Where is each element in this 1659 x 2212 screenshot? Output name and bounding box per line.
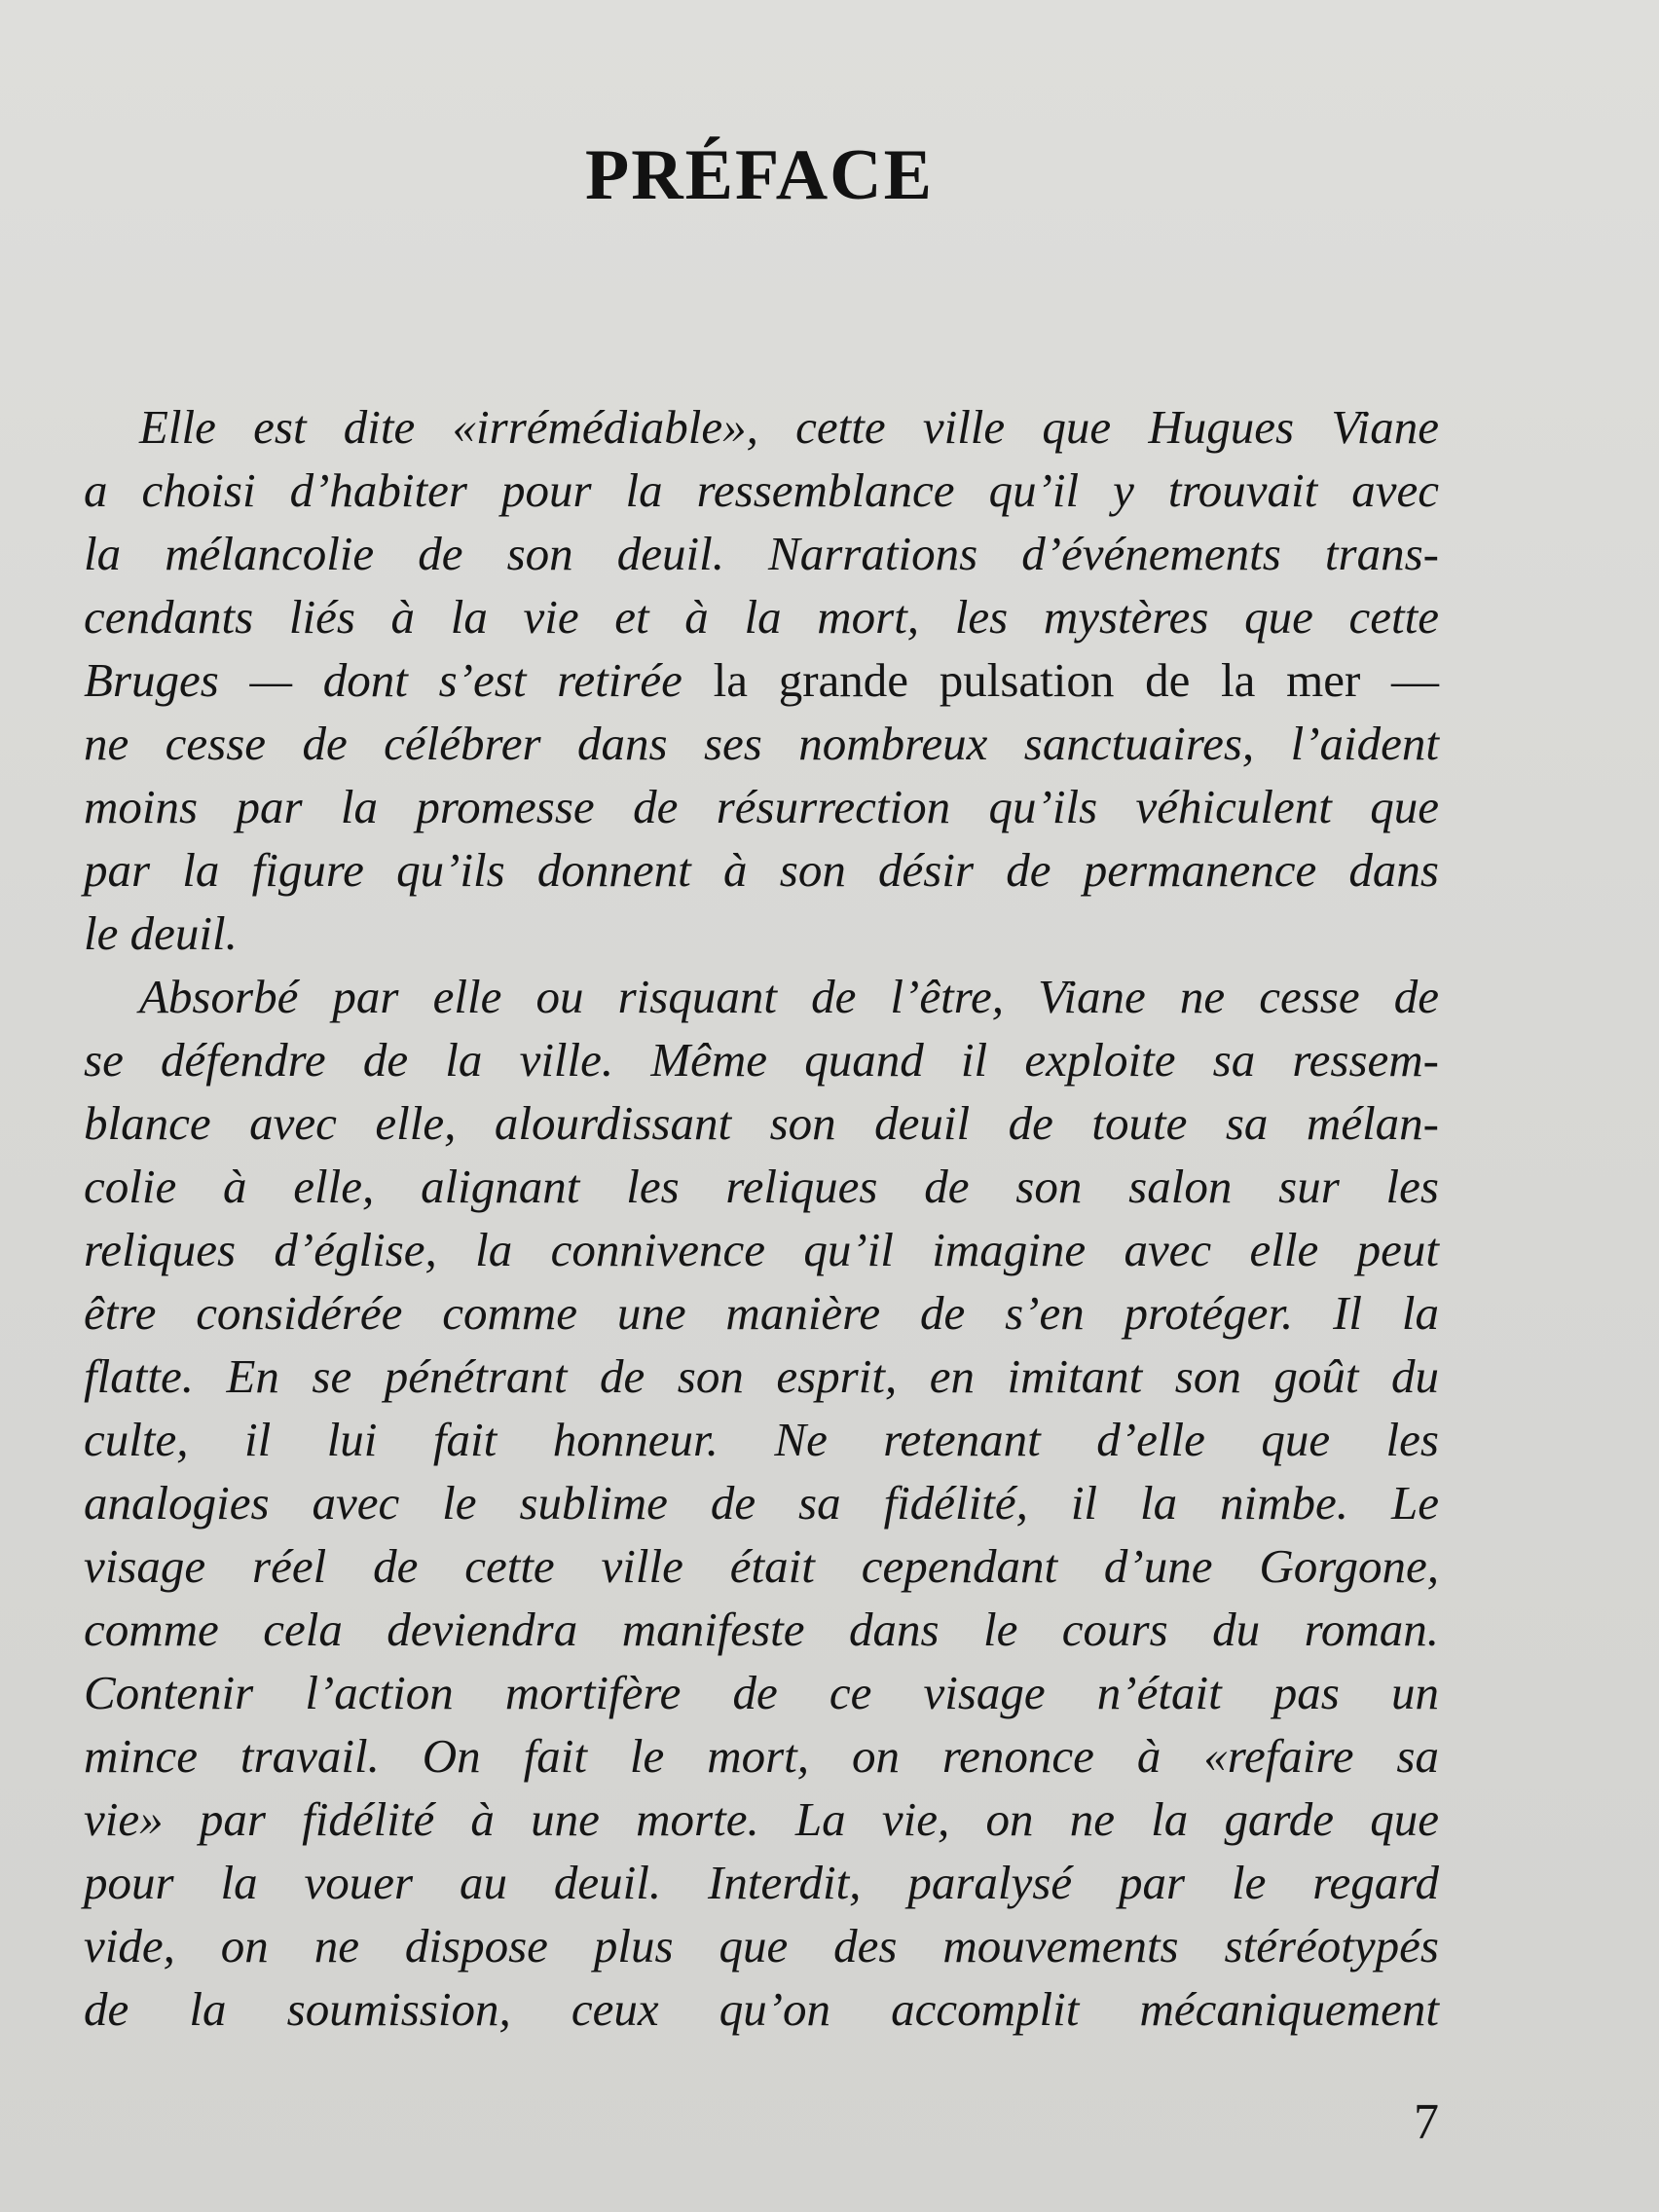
text-line: flatte. En se pénétrant de son esprit, en imitant son goût du [84, 1349, 1439, 1403]
text-line: Absorbé par elle ou risquant de l’être, Viane ne cesse de [139, 970, 1439, 1023]
text-line: comme cela deviendra manifeste dans le cours du roman. [84, 1603, 1439, 1656]
text-line: Contenir l’action mortifère de ce visage n’était pas un [84, 1666, 1439, 1719]
text-line: vide, on ne dispose plus que des mouvements stéréotypés [84, 1919, 1439, 1972]
text-line: vie» par fidélité à une morte. La vie, on ne la garde que [84, 1792, 1439, 1846]
page-title: PRÉFACE [585, 135, 934, 215]
text-line: culte, il lui fait honneur. Ne retenant d’elle que les [84, 1413, 1439, 1466]
text-line: le deuil. [84, 906, 238, 960]
text-line: moins par la promesse de résurrection qu’ils véhiculent que [84, 780, 1439, 833]
text-line: la mélancolie de son deuil. Narrations d’événements trans- [84, 527, 1439, 580]
text-line: être considérée comme une manière de s’en protéger. Il la [84, 1286, 1439, 1340]
text-line-mixed [84, 648, 1439, 712]
text-line: a choisi d’habiter pour la ressemblance qu’il y trouvait avec [84, 463, 1439, 517]
page-number: 7 [1414, 2094, 1439, 2150]
text-line: analogies avec le sublime de sa fidélité, il la nimbe. Le [84, 1476, 1439, 1530]
text-line: reliques d’église, la connivence qu’il imagine avec elle peut [84, 1223, 1439, 1276]
text-line: pour la vouer au deuil. Interdit, paralysé par le regard [84, 1856, 1439, 1909]
roman-segment: la grande pulsation de la mer — [713, 653, 1439, 707]
preface-body [84, 395, 1439, 2041]
text-line: blance avec elle, alourdissant son deuil de toute sa mélan- [84, 1096, 1439, 1150]
text-line: de la soumission, ceux qu’on accomplit mécaniquement [84, 1982, 1439, 2036]
text-line: visage réel de cette ville était cependant d’une Gorgone, [84, 1539, 1439, 1593]
text-line: mince travail. On fait le mort, on renonce à «refaire sa [84, 1729, 1439, 1783]
text-line: par la figure qu’ils donnent à son désir de permanence dans [84, 843, 1439, 897]
text-line: Elle est dite «irrémédiable», cette ville que Hugues Viane [139, 400, 1439, 454]
italic-segment: Bruges — dont s’est retirée [84, 653, 714, 707]
text-line: se défendre de la ville. Même quand il exploite sa ressem- [84, 1033, 1439, 1087]
text-line: ne cesse de célébrer dans ses nombreux sanctuaires, l’aident [84, 717, 1439, 770]
text-line: cendants liés à la vie et à la mort, les mystères que cette [84, 590, 1439, 644]
text-line: colie à elle, alignant les reliques de son salon sur les [84, 1160, 1439, 1213]
